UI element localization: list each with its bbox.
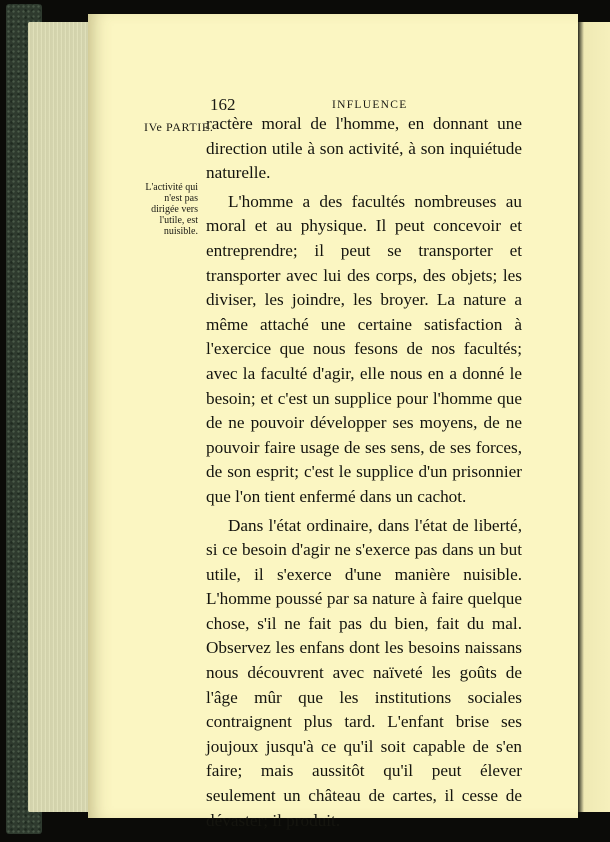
running-title: INFLUENCE (332, 99, 408, 111)
facing-page-edge (578, 22, 610, 812)
page-stack-edges (28, 22, 94, 812)
margin-note: L'activité qui n'est pas dirigée vers l'utile, est nuisible. (145, 182, 198, 237)
page-number: 162 (210, 95, 236, 114)
body-text (206, 112, 522, 833)
paragraph: L'homme a des facultés nombreuses au moral et au physique. Il peut concevoir et entreprendre; il peut se transporter et transporter avec lui des corps, des objets; les diviser, les joindre, les broyer. La nature a même attaché une certaine satisfaction à l'exercice que nous fesons de nos facultés; avec la faculté d'agir, elle nous en a donné le besoin; et c'est un supplice pour l'homme que de ne pouvoir développer ses moyens, de ne pouvoir faire usage de ses sens, de ses forces, de son esprit; c'est le supplice d'un prisonnier que l'on tient enfermé dans un cachot. (206, 191, 522, 506)
part-label: IVe PARTIE. (144, 120, 214, 134)
paragraph-continuation: ractère moral de l'homme, en donnant une direction utile à son activité, à son inquiétude naturelle. (206, 114, 522, 183)
paragraph: Dans l'état ordinaire, dans l'état de liberté, si ce besoin d'agir ne s'exerce pas dans un but utile, il s'exerce d'une manière nuisible. L'homme poussé par sa nature à faire quelque chose, s'il ne fait pas du bien, fait du mal. Observez les enfans dont les besoins naissans nous découvrent avec naïveté les goûts de l'âge mûr que les institutions sociales contraignent plus tard. L'enfant brise ses joujoux jusqu'à ce qu'il soit capable de s'en faire; mais aussitôt qu'il peut élever seulement un château de cartes, il cesse de dévaster; il produit. (206, 515, 522, 830)
